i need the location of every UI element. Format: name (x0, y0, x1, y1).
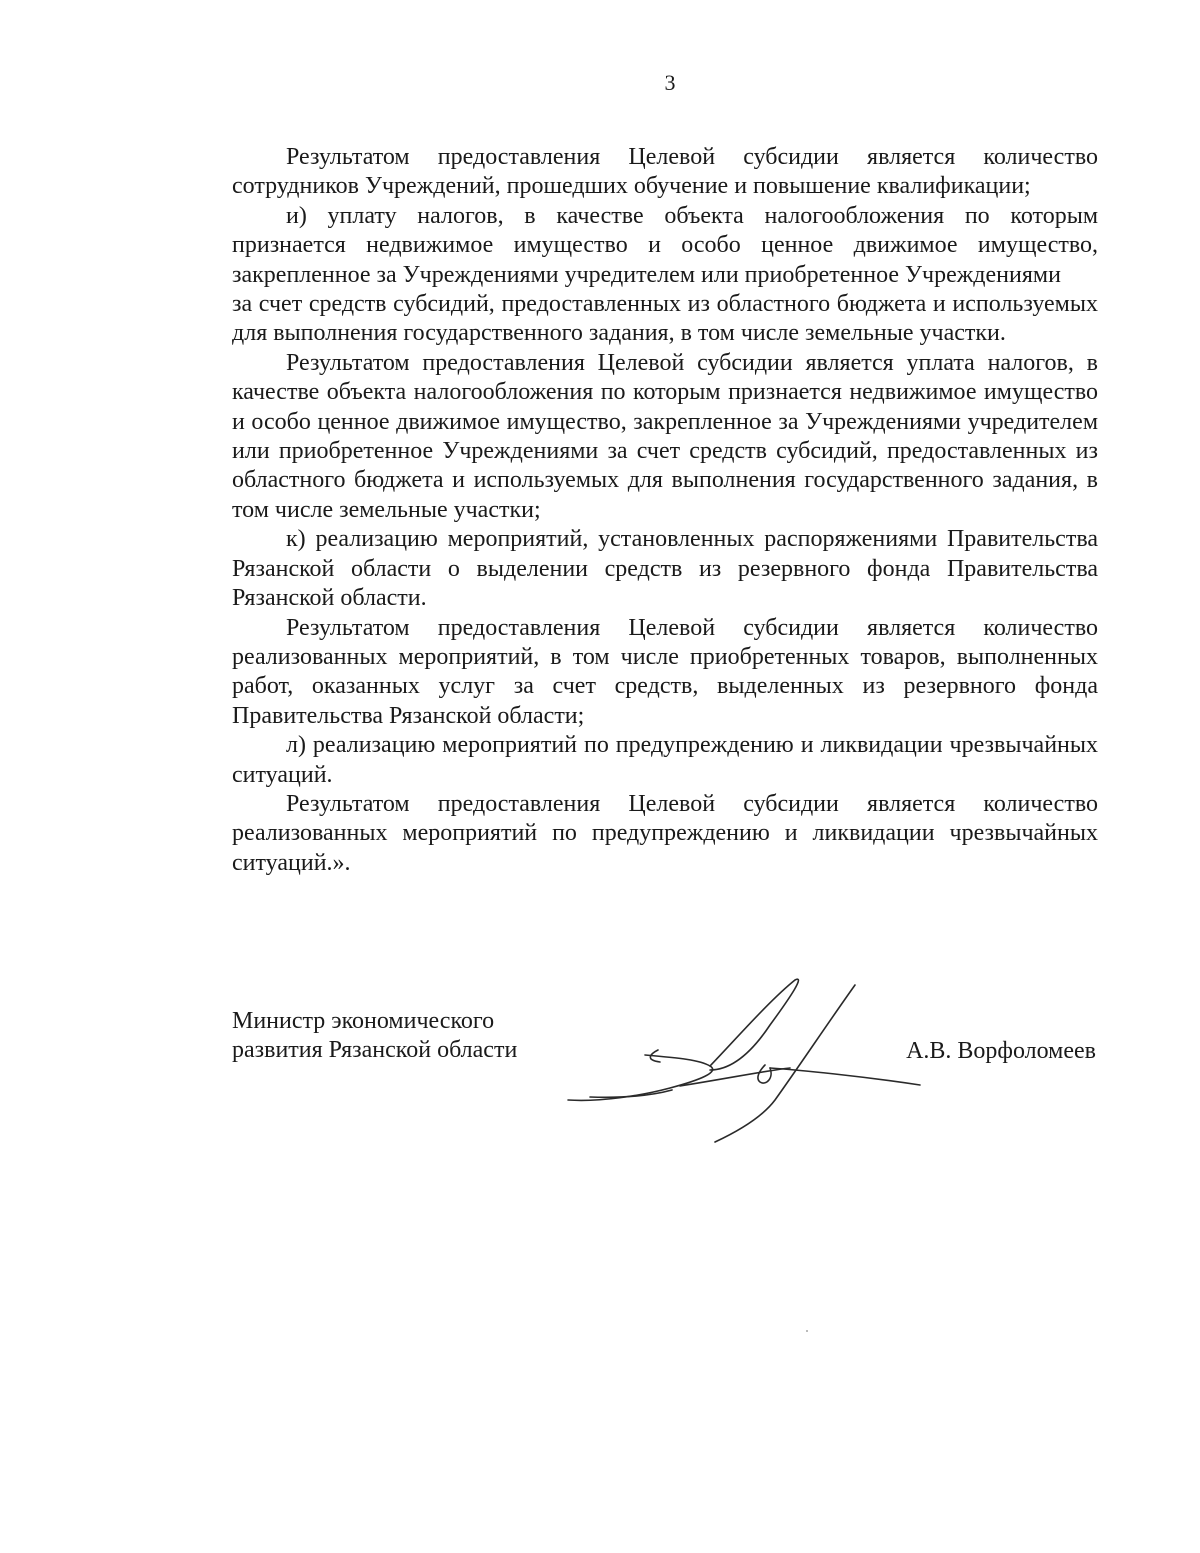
signatory-title-line2: развития Рязанской области (232, 1037, 518, 1064)
paragraph-result-reserve-fund: Результатом предоставления Целевой субсидии является количество реализованных мероприятий, в том числе приобретенных товаров, выполненных работ, оказанных услуг за счет средств, выделенных из резервного фонда Правительства Рязанской области; (232, 614, 1098, 729)
paragraph-item-l: л) реализацию мероприятий по предупреждению и ликвидации чрезвычайных ситуаций. (232, 732, 1098, 788)
paragraph-result-taxes: Результатом предоставления Целевой субсидии является уплата налогов, в качестве объекта налогообложения по которым признается недвижимое имущество и особо ценное движимое имущество, закрепленное за Учреждениями учредителем или приобретенное Учреждениями за счет средств субсидий, предоставленных из областного бюджета и используемых для выполнения государственного задания, в том числе земельные участки; (232, 349, 1098, 523)
paragraph-item-k: к) реализацию мероприятий, установленных распоряжениями Правительства Рязанской области о выделении средств из резервного фонда Правительства Рязанской области. (232, 526, 1098, 612)
scan-speck (806, 1330, 808, 1332)
paragraph-item-i: и) уплату налогов, в качестве объекта налогообложения по которым признается недвижимое имущество и особо ценное движимое имущество, закрепленное за Учреждениями учредителем или приобретенное Учреждениями (232, 202, 1098, 288)
paragraph-result-emergencies: Результатом предоставления Целевой субсидии является количество реализованных мероприятий по предупреждению и ликвидации чрезвычайных ситуаций.». (232, 790, 1098, 876)
paragraph-item-i-continued: за счет средств субсидий, предоставленных из областного бюджета и используемых для выполнения государственного задания, в том числе земельные участки. (232, 291, 1098, 347)
handwritten-signature (560, 970, 940, 1160)
paragraph-result-training: Результатом предоставления Целевой субсидии является количество сотрудников Учреждений, прошедших обучение и повышение квалификации; (232, 144, 1098, 200)
signatory-name: А.В. Ворфоломеев (906, 1038, 1096, 1064)
signatory-title (232, 1007, 517, 1066)
page-number: 3 (664, 70, 676, 95)
signatory-title-line1: Министр экономического (232, 1008, 495, 1034)
document-body (232, 143, 1098, 878)
